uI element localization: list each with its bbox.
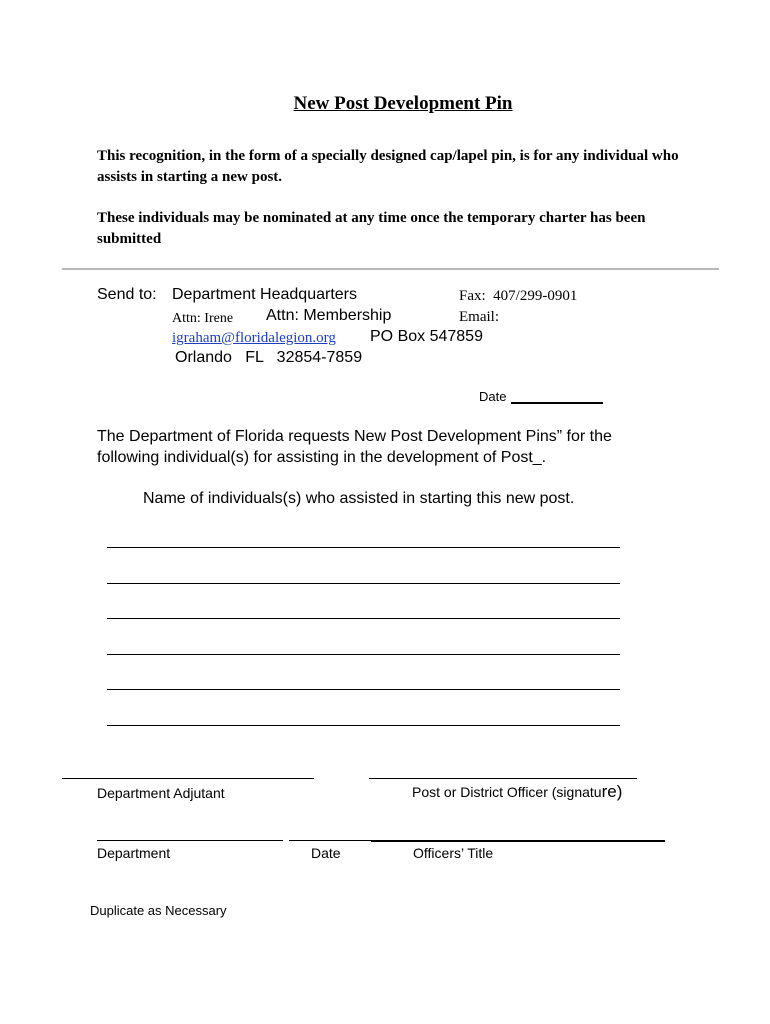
department-adjutant-label: Department Adjutant (97, 785, 225, 801)
name-entry-line[interactable] (107, 725, 620, 726)
department-label: Department (97, 845, 171, 861)
document-title: New Post Development Pin (293, 93, 513, 114)
footer-note: Duplicate as Necessary (90, 903, 227, 918)
department-adjutant-signature-line[interactable] (62, 778, 314, 779)
date-label-bottom: Date (311, 845, 341, 861)
attn-irene: Attn: Irene (172, 311, 234, 326)
intro-paragraph-recognition: This recognition, in the form of a specially designed cap/lapel pin, is for any individual who assists in starting a new post. (97, 148, 679, 185)
department-date-line[interactable] (289, 840, 371, 841)
email-address-link[interactable]: igraham@floridalegion.org (172, 330, 336, 346)
date-field-line[interactable] (511, 402, 603, 404)
send-to-organization: Department Headquarters (172, 286, 357, 303)
intro-paragraph-nomination: These individuals may be nominated at any time once the temporary charter has been submitted (97, 210, 646, 247)
post-officer-signature-line[interactable] (369, 778, 637, 779)
po-box: PO Box 547859 (370, 328, 483, 345)
name-entry-line[interactable] (107, 689, 620, 690)
post-officer-label-suffix: re) (601, 782, 623, 801)
date-label: Date (479, 389, 507, 404)
name-entry-line[interactable] (107, 547, 620, 548)
request-line-1: The Department of Florida requests New Post Development Pins” for the (97, 428, 612, 445)
email-label: Email: (459, 309, 499, 325)
name-entry-line[interactable] (107, 654, 620, 655)
officers-title-line[interactable] (371, 840, 665, 842)
section-divider (62, 268, 719, 270)
post-officer-label-prefix: Post or District Officer (signatu (412, 784, 602, 800)
officers-title-label: Officers’ Title (413, 845, 494, 861)
post-officer-label (412, 782, 622, 802)
department-line[interactable] (97, 840, 283, 841)
attn-membership: Attn: Membership (266, 307, 392, 324)
city-state-zip: Orlando FL 32854-7859 (175, 349, 363, 366)
fax-number: Fax: 407/299-0901 (459, 288, 578, 304)
names-heading: Name of individuals(s) who assisted in starting this new post. (143, 490, 575, 507)
name-entry-line[interactable] (107, 583, 620, 584)
request-line-2: following individual(s) for assisting in the development of Post_. (97, 449, 547, 466)
send-to-label: Send to: (97, 286, 157, 303)
name-entry-line[interactable] (107, 618, 620, 619)
